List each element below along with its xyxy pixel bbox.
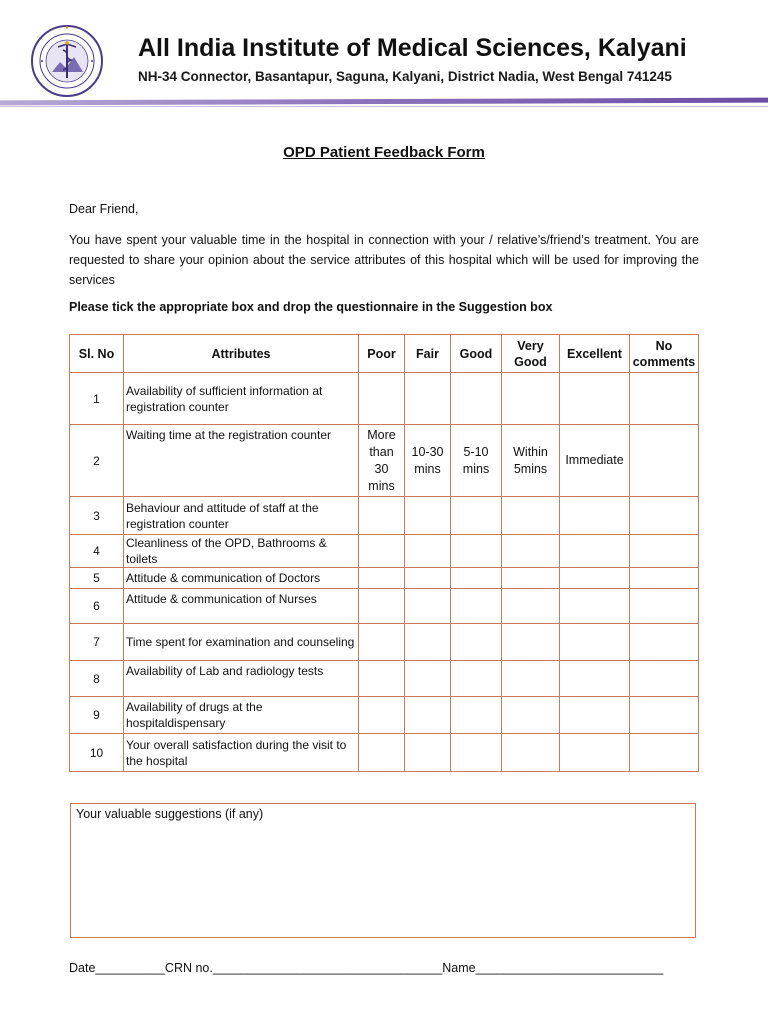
table-row [70,568,699,589]
checkbox-fair[interactable]: 10-30 mins [405,425,451,497]
checkbox-poor[interactable] [359,535,405,568]
checkbox-good[interactable]: 5-10 mins [451,425,502,497]
checkbox-excellent[interactable]: Immediate [560,425,630,497]
checkbox-very-good[interactable] [502,589,560,624]
checkbox-no-comments[interactable] [630,589,699,624]
checkbox-poor[interactable] [359,568,405,589]
checkbox-poor[interactable] [359,497,405,535]
checkbox-no-comments[interactable] [630,624,699,661]
form-title: OPD Patient Feedback Form [283,144,485,161]
row-attribute: Availability of Lab and radiology tests [124,661,359,697]
checkbox-fair[interactable] [405,535,451,568]
checkbox-very-good[interactable] [502,568,560,589]
checkbox-good[interactable] [451,697,502,734]
checkbox-excellent[interactable] [560,589,630,624]
row-sl-no: 5 [70,568,124,589]
checkbox-good[interactable] [451,568,502,589]
table-row [70,661,699,697]
checkbox-no-comments[interactable] [630,425,699,497]
date-crn-name-line[interactable]: Date__________CRN no._________________________________Name___________________________ [69,961,664,975]
row-attribute: Availability of drugs at the hospitaldispensary [124,697,359,734]
table-row [70,589,699,624]
header-excellent: Excellent [560,335,630,373]
row-sl-no: 2 [70,425,124,497]
checkbox-fair[interactable] [405,624,451,661]
checkbox-excellent[interactable] [560,373,630,425]
table-header-row [70,335,699,373]
row-attribute: Attitude & communication of Nurses [124,589,359,624]
table-row [70,624,699,661]
row-sl-no: 7 [70,624,124,661]
row-attribute: Time spent for examination and counseling [124,624,359,661]
checkbox-good[interactable] [451,373,502,425]
checkbox-good[interactable] [451,589,502,624]
checkbox-very-good[interactable] [502,661,560,697]
checkbox-no-comments[interactable] [630,373,699,425]
checkbox-poor[interactable] [359,373,405,425]
table-row [70,535,699,568]
checkbox-excellent[interactable] [560,535,630,568]
checkbox-fair[interactable] [405,661,451,697]
row-attribute: Cleanliness of the OPD, Bathrooms & toilets [124,535,359,568]
table-row [70,734,699,772]
row-sl-no: 3 [70,497,124,535]
checkbox-no-comments[interactable] [630,497,699,535]
checkbox-fair[interactable] [405,589,451,624]
checkbox-very-good[interactable] [502,624,560,661]
checkbox-poor[interactable] [359,589,405,624]
row-attribute: Behaviour and attitude of staff at the registration counter [124,497,359,535]
checkbox-fair[interactable] [405,497,451,535]
checkbox-fair[interactable] [405,568,451,589]
institute-name: All India Institute of Medical Sciences, Kalyani [138,34,687,62]
header-no-comments: No comments [630,335,699,373]
row-sl-no: 9 [70,697,124,734]
checkbox-poor[interactable] [359,734,405,772]
checkbox-very-good[interactable] [502,497,560,535]
checkbox-excellent[interactable] [560,497,630,535]
checkbox-very-good[interactable] [502,697,560,734]
row-sl-no: 4 [70,535,124,568]
header-divider [0,98,768,106]
instruction-text: Please tick the appropriate box and drop the questionnaire in the Suggestion box [69,300,553,314]
checkbox-very-good[interactable] [502,535,560,568]
header-poor: Poor [359,335,405,373]
row-attribute: Availability of sufficient information at registration counter [124,373,359,425]
suggestions-label: Your valuable suggestions (if any) [76,807,264,821]
feedback-table [69,334,699,772]
checkbox-no-comments[interactable] [630,661,699,697]
checkbox-poor[interactable] [359,697,405,734]
row-attribute: Waiting time at the registration counter [124,425,359,497]
checkbox-very-good[interactable]: Within 5mins [502,425,560,497]
table-row [70,425,699,497]
institute-address: NH-34 Connector, Basantapur, Saguna, Kalyani, District Nadia, West Bengal 741245 [138,69,672,84]
row-sl-no: 8 [70,661,124,697]
suggestions-box[interactable] [70,803,696,938]
checkbox-good[interactable] [451,535,502,568]
checkbox-good[interactable] [451,497,502,535]
header-good: Good [451,335,502,373]
row-attribute: Attitude & communication of Doctors [124,568,359,589]
checkbox-excellent[interactable] [560,734,630,772]
checkbox-good[interactable] [451,624,502,661]
header-attributes: Attributes [124,335,359,373]
checkbox-good[interactable] [451,734,502,772]
checkbox-excellent[interactable] [560,697,630,734]
checkbox-very-good[interactable] [502,734,560,772]
table-row [70,497,699,535]
checkbox-no-comments[interactable] [630,734,699,772]
row-sl-no: 10 [70,734,124,772]
row-sl-no: 1 [70,373,124,425]
table-row [70,697,699,734]
header-fair: Fair [405,335,451,373]
row-attribute: Your overall satisfaction during the visit to the hospital [124,734,359,772]
checkbox-excellent[interactable] [560,661,630,697]
checkbox-very-good[interactable] [502,373,560,425]
checkbox-poor[interactable]: More than 30 mins [359,425,405,497]
checkbox-poor[interactable] [359,624,405,661]
checkbox-no-comments[interactable] [630,568,699,589]
checkbox-fair[interactable] [405,697,451,734]
checkbox-no-comments[interactable] [630,535,699,568]
table-row [70,373,699,425]
header-sl-no: Sl. No [70,335,124,373]
intro-paragraph: You have spent your valuable time in the hospital in connection with your / relative’s/friend’s treatment. You are requested to share your opinion about the service attributes of this hospital which will be used for improving the services [69,233,699,287]
checkbox-excellent[interactable] [560,624,630,661]
header-very-good: Very Good [502,335,560,373]
aiims-emblem-icon [30,24,104,98]
row-sl-no: 6 [70,589,124,624]
checkbox-good[interactable] [451,661,502,697]
checkbox-fair[interactable] [405,373,451,425]
header-divider-thin [0,106,768,107]
checkbox-poor[interactable] [359,661,405,697]
checkbox-fair[interactable] [405,734,451,772]
greeting-text: Dear Friend, [69,202,139,216]
checkbox-excellent[interactable] [560,568,630,589]
checkbox-no-comments[interactable] [630,697,699,734]
